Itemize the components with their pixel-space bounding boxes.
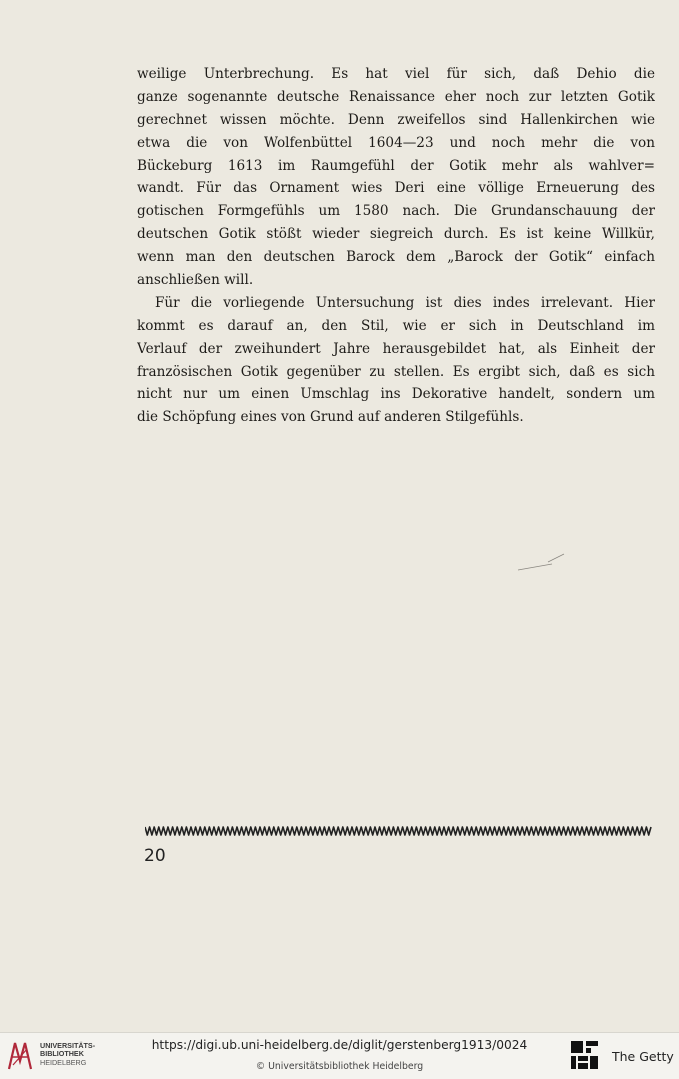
text-line: ganze sogenannte deutsche Renaissance eher noch zur letzten Gotik <box>137 88 655 105</box>
library-line: HEIDELBERG <box>40 1057 87 1067</box>
text-line: anschließen will. <box>137 272 254 289</box>
getty-logo-icon <box>570 1039 600 1071</box>
pencil-mark <box>512 548 572 588</box>
text-line: gotischen Formgefühls um 1580 nach. Die Grundanschauung der <box>137 203 655 220</box>
paragraph-1 <box>137 63 655 292</box>
text-line: deutschen Gotik stößt wieder siegreich durch. Es ist keine Willkür, <box>137 226 655 243</box>
text-line: Verlauf der zweihundert Jahre herausgebildet hat, als Einheit der <box>137 340 655 357</box>
partner-name: The Getty <box>612 1049 674 1064</box>
library-line: UNIVERSITÄTS- <box>40 1041 96 1050</box>
permalink[interactable]: https://digi.ub.uni-heidelberg.de/diglit/gerstenberg1913/0024 <box>151 1038 528 1052</box>
text-line: etwa die von Wolfenbüttel 1604—23 und noch mehr die von <box>137 134 655 151</box>
text-line: französischen Gotik gegenüber zu stellen. Es ergibt sich, daß es sich <box>137 363 655 380</box>
page-number: 20 <box>144 846 166 866</box>
text-line: wandt. Für das Ornament wies Deri eine völlige Erneuerung des <box>137 180 655 197</box>
text-line: kommt es darauf an, den Stil, wie er sich in Deutschland im <box>137 317 655 334</box>
text-line: die Schöpfung eines von Grund auf anderen Stilgefühls. <box>137 409 524 426</box>
paragraph-2 <box>137 292 655 429</box>
text-line: gerechnet wissen möchte. Denn zweifellos sind Hallenkirchen wie <box>137 111 655 128</box>
zigzag-ornament <box>145 825 653 837</box>
text-line: weilige Unterbrechung. Es hat viel für sich, daß Dehio die <box>137 66 655 82</box>
text-line: Für die vorliegende Untersuchung ist dies indes irrelevant. Hier <box>155 294 655 311</box>
footer-bar <box>0 1032 679 1079</box>
text-line: nicht nur um einen Umschlag ins Dekorative handelt, sondern um <box>137 386 655 403</box>
library-line: BIBLIOTHEK <box>40 1049 84 1059</box>
body-text <box>137 63 655 429</box>
copyright-notice: © Universitätsbibliothek Heidelberg <box>255 1061 424 1072</box>
text-line: wenn man den deutschen Barock dem „Barock der Gotik“ einfach <box>137 249 655 266</box>
text-line: Bückeburg 1613 im Raumgefühl der Gotik mehr als wahlver= <box>137 157 655 174</box>
